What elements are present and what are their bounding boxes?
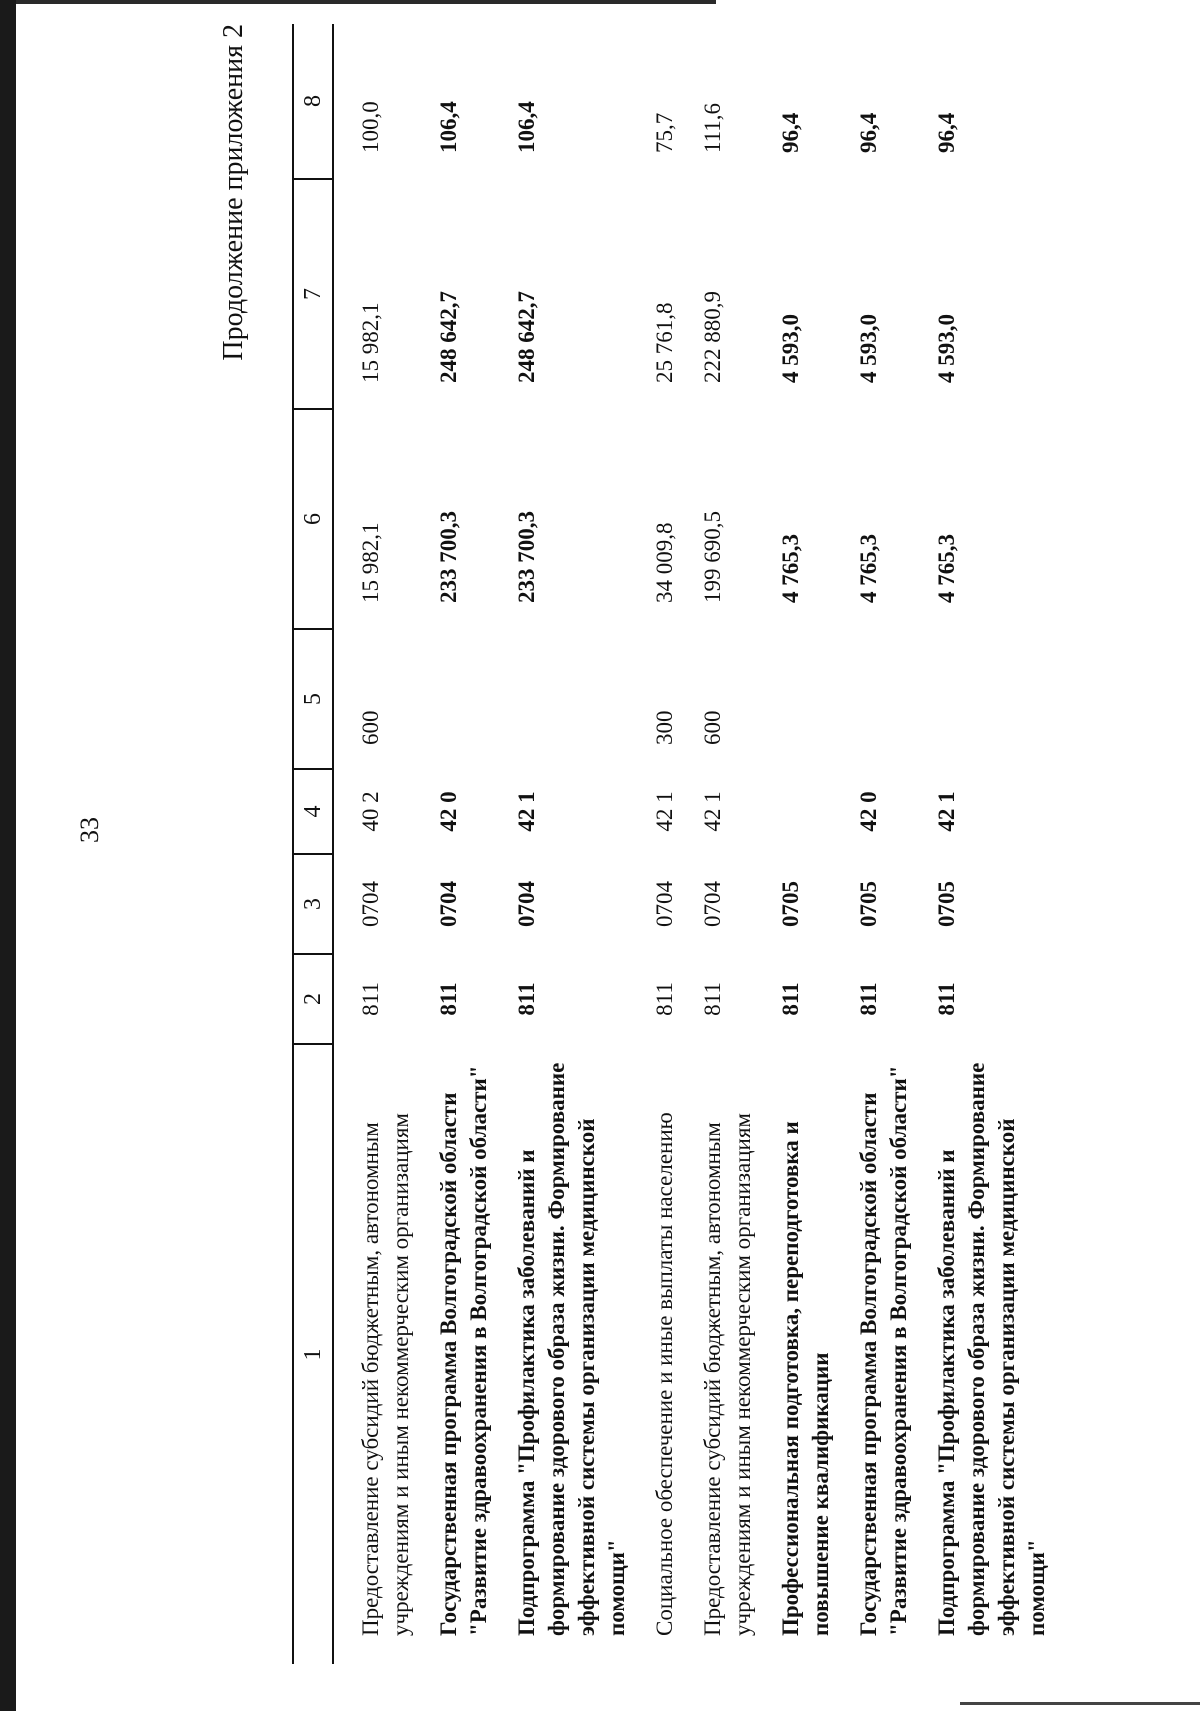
row-col-6: 199 690,5 [700, 511, 725, 603]
row-col-4 [768, 769, 846, 854]
header-row [293, 24, 333, 1664]
row-col-5 [504, 629, 642, 769]
row-col-5: 300 [652, 710, 677, 745]
table-row [333, 24, 426, 1664]
row-col-6: 34 009,8 [652, 522, 677, 603]
column-header-5: 5 [293, 629, 333, 769]
row-name: Профессиональная подготовка, переподготовка и повышение квалификации [778, 1121, 833, 1636]
row-col-6: 233 700,3 [436, 511, 461, 603]
row-col-2: 811 [652, 982, 677, 1016]
row-name: Предоставление субсидий бюджетным, автономным учреждениям и иным некоммерческим организациям [358, 1113, 413, 1636]
row-col-8: 75,7 [652, 112, 677, 153]
row-col-8: 111,6 [700, 102, 725, 153]
row-col-8: 96,4 [778, 112, 803, 153]
row-col-2: 811 [700, 982, 725, 1016]
row-col-7: 4 593,0 [856, 314, 881, 383]
table-row [768, 24, 846, 1664]
row-col-6: 4 765,3 [856, 534, 881, 603]
row-col-3: 0704 [652, 881, 677, 927]
table-row [924, 24, 1062, 1664]
table-row [504, 24, 642, 1664]
row-col-3: 0704 [700, 881, 725, 927]
row-col-3: 0704 [514, 881, 539, 927]
column-header-7: 7 [293, 179, 333, 409]
row-col-6: 15 982,1 [358, 522, 383, 603]
table-row [846, 24, 924, 1664]
row-col-3: 0704 [436, 881, 461, 927]
row-col-4: 40 2 [358, 791, 383, 832]
row-col-2: 811 [358, 982, 383, 1016]
row-col-2: 811 [436, 982, 461, 1016]
column-header-2: 2 [293, 954, 333, 1044]
row-col-7: 4 593,0 [778, 314, 803, 383]
row-col-4: 42 1 [652, 791, 677, 832]
row-col-4: 42 1 [934, 791, 959, 832]
row-col-3: 0704 [358, 881, 383, 927]
row-col-7: 248 642,7 [436, 291, 461, 383]
scan-edge-top [16, 0, 716, 4]
row-col-7: 248 642,7 [514, 291, 539, 383]
column-header-4: 4 [293, 769, 333, 854]
row-col-8: 100,0 [358, 101, 383, 153]
row-col-2: 811 [514, 982, 539, 1016]
continuation-label: Продолжение приложения 2 [218, 24, 249, 361]
table-row [426, 24, 504, 1664]
row-name: Государственная программа Волгоградской области "Развитие здравоохранения в Волгоградской области" [856, 1065, 911, 1636]
table-row [690, 24, 768, 1664]
row-col-4: 42 0 [856, 791, 881, 832]
scan-edge-left [0, 0, 16, 1711]
column-header-1: 1 [293, 1044, 333, 1664]
row-name: Социальное обеспечение и иные выплаты населению [652, 1112, 677, 1636]
row-col-5 [924, 629, 1062, 769]
table-row [642, 24, 690, 1664]
row-name: Предоставление субсидий бюджетным, автономным учреждениям и иным некоммерческим организациям [700, 1113, 755, 1636]
row-col-7: 4 593,0 [934, 314, 959, 383]
row-col-2: 811 [934, 982, 959, 1016]
row-col-5: 600 [700, 710, 725, 745]
row-col-7: 15 982,1 [358, 302, 383, 383]
row-col-4: 42 0 [436, 791, 461, 832]
row-name: Подпрограмма "Профилактика заболеваний и формирование здорового образа жизни. Формирование эффективной системы организации медицинской помощи" [514, 1062, 629, 1636]
row-col-5 [768, 629, 846, 769]
scan-edge-bottom [960, 1702, 1200, 1705]
page-number: 33 [75, 817, 104, 843]
row-col-4: 42 1 [514, 791, 539, 832]
row-col-4: 42 1 [700, 791, 725, 832]
row-col-7: 25 761,8 [652, 302, 677, 383]
row-col-3: 0705 [856, 881, 881, 927]
row-col-2: 811 [778, 982, 803, 1016]
row-col-6: 4 765,3 [778, 534, 803, 603]
row-col-7: 222 880,9 [700, 291, 725, 383]
row-col-8: 106,4 [514, 101, 539, 153]
row-col-8: 96,4 [856, 112, 881, 153]
row-col-5: 600 [358, 710, 383, 745]
row-col-6: 4 765,3 [934, 534, 959, 603]
column-header-3: 3 [293, 854, 333, 954]
row-col-8: 106,4 [436, 101, 461, 153]
row-name: Государственная программа Волгоградской области "Развитие здравоохранения в Волгоградской области" [436, 1065, 491, 1636]
row-name: Подпрограмма "Профилактика заболеваний и формирование здорового образа жизни. Формирование эффективной системы организации медицинской помощи" [934, 1062, 1049, 1636]
row-col-6: 233 700,3 [514, 511, 539, 603]
rotated-page-content [218, 24, 1049, 1664]
row-col-5 [426, 629, 504, 769]
row-col-2: 811 [856, 982, 881, 1016]
column-header-8: 8 [293, 24, 333, 179]
row-col-3: 0705 [934, 881, 959, 927]
row-col-3: 0705 [778, 881, 803, 927]
row-col-8: 96,4 [934, 112, 959, 153]
column-header-6: 6 [293, 409, 333, 629]
budget-table [292, 24, 1062, 1664]
row-col-5 [846, 629, 924, 769]
